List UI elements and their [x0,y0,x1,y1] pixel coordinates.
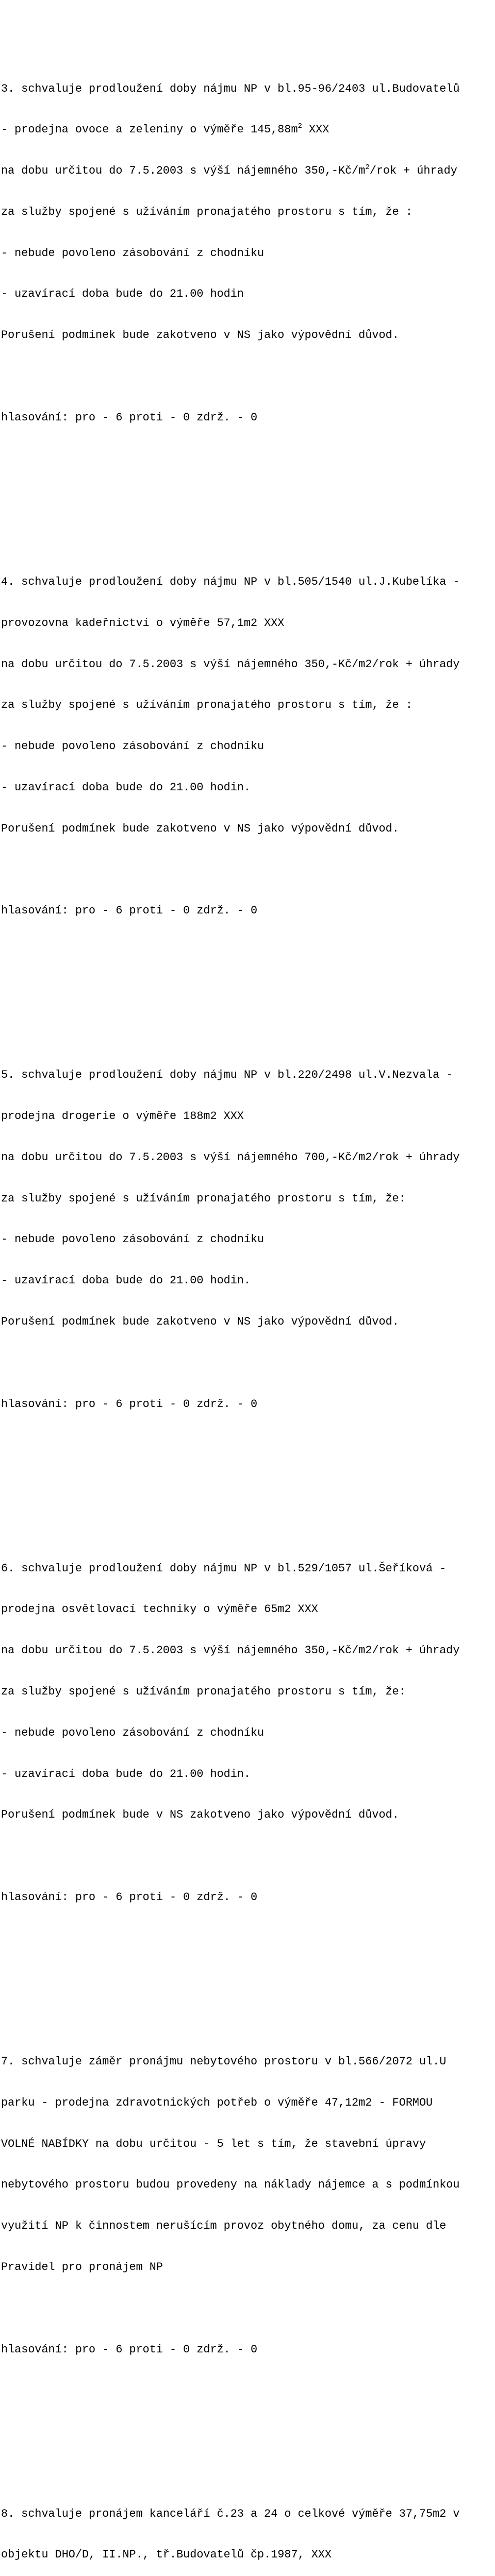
paragraph-gap [1,2384,495,2398]
item-6-line-4: za služby spojené s užíváním pronajatého prostoru s tím, že: [1,1685,406,1699]
item-3-line-6: - uzavírací doba bude do 21.00 hodin [1,287,244,301]
item-6-vote-result: hlasování: pro - 6 proti - 0 zdrž. - 0 [1,1890,258,1904]
item-4-line-3: na dobu určitou do 7.5.2003 s výší nájemného 350,-Kč/m2/rok + úhrady [1,657,460,671]
item-4-line-4: za služby spojené s užíváním pronajatého prostoru s tím, že : [1,699,412,712]
item-3-line-7: Porušení podmínek bude zakotveno v NS jako výpovědní důvod. [1,329,399,342]
paragraph-gap [1,1438,495,1452]
item-4-line-6: - uzavírací doba bude do 21.00 hodin. [1,781,251,794]
item-5-line-6: - uzavírací doba bude do 21.00 hodin. [1,1274,251,1287]
resolution-item-5 [1,1041,495,1480]
item-7-line-5: využití NP k činnostem nerušícím provoz obytného domu, za cenu dle [1,2219,447,2233]
resolution-item-7 [1,2028,495,2425]
item-5-line-3: na dobu určitou do 7.5.2003 s výší nájemného 700,-Kč/m2/rok + úhrady [1,1150,460,1164]
paragraph-gap [1,452,495,466]
item-5-line-5: - nebude povoleno zásobování z chodníku [1,1233,265,1246]
item-3-line-3: na dobu určitou do 7.5.2003 s výší nájemného $350,-Kč/m^2$/rok + úhrady [1,163,457,178]
item-5-line-1: 5. schvaluje prodloužení doby nájmu NP v bl.220/2498 ul.V.Nezvala - [1,1069,453,1082]
item-4-line-7: Porušení podmínek bude zakotveno v NS jako výpovědní důvod. [1,822,399,835]
item-8-line-2: objektu DHO/D, II.NP., tř.Budovatelů čp.1987, XXX [1,2548,332,2562]
item-6-line-7: Porušení podmínek bude v NS zakotveno jako výpovědní důvod. [1,1808,399,1822]
paragraph-gap [1,1932,495,1946]
item-6-line-6: - uzavírací doba bude do 21.00 hodin. [1,1767,251,1781]
paragraph-gap [1,945,495,959]
item-8-line-1: 8. schvaluje pronájem kanceláří č.23 a 24 o celkové výměře 37,75m2 v [1,2507,460,2520]
paragraph-gap [1,370,495,384]
item-6-line-2: prodejna osvětlovací techniky o výměře 65m2 XXX [1,1603,318,1616]
item-3-vote-result: hlasování: pro - 6 proti - 0 zdrž. - 0 [1,411,258,424]
item-3-line-2: - prodejna ovoce a zeleniny o výměře $145,88m^2$ XXX [1,122,329,137]
item-7-line-1: 7. schvaluje záměr pronájmu nebytového prostoru v bl.566/2072 ul.U [1,2055,447,2069]
resolution-item-8 [1,2480,495,2576]
item-5-vote-result: hlasování: pro - 6 proti - 0 zdrž. - 0 [1,1397,258,1411]
resolution-item-6 [1,1535,495,1973]
paragraph-gap [1,863,495,877]
item-4-vote-result: hlasování: pro - 6 proti - 0 zdrž. - 0 [1,904,258,918]
item-7-line-6: Pravidel pro pronájem NP [1,2260,163,2274]
item-4-line-1: 4. schvaluje prodloužení doby nájmu NP v bl.505/1540 ul.J.Kubelíka - [1,575,460,588]
item-6-line-3: na dobu určitou do 7.5.2003 s výší nájemného 350,-Kč/m2/rok + úhrady [1,1644,460,1657]
resolution-item-4 [1,548,495,987]
item-3-line-5: - nebude povoleno zásobování z chodníku [1,246,265,260]
item-5-line-7: Porušení podmínek bude zakotveno v NS jako výpovědní důvod. [1,1315,399,1328]
paragraph-gap [1,1850,495,1863]
paragraph-gap [1,1357,495,1370]
item-3-line-4: za služby spojené s užíváním pronajatého prostoru s tím, že : [1,205,412,218]
item-4-line-2: provozovna kadeřnictví o výměře 57,1m2 XXX [1,616,285,630]
item-4-line-5: - nebude povoleno zásobování z chodníku [1,740,265,753]
item-7-line-3: VOLNÉ NABÍDKY na dobu určitou - 5 let s tím, že stavební úpravy [1,2137,426,2150]
item-5-line-4: za služby spojené s užíváním pronajatého prostoru s tím, že: [1,1192,406,1205]
item-7-line-2: parku - prodejna zdravotnických potřeb o výměře 47,12m2 - FORMOU [1,2096,433,2109]
item-3-line-1: 3. schvaluje prodloužení doby nájmu NP v bl.95-96/2403 ul.Budovatelů [1,82,460,95]
item-6-line-1: 6. schvaluje prodloužení doby nájmu NP v bl.529/1057 ul.Šeříková - [1,1562,447,1575]
resolution-document [1,0,495,2576]
item-6-line-5: - nebude povoleno zásobování z chodníku [1,1726,265,1739]
resolution-item-3 [1,55,495,493]
item-7-line-4: nebytového prostoru budou provedeny na náklady nájemce a s podmínkou [1,2178,460,2192]
item-5-line-2: prodejna drogerie o výměře 188m2 XXX [1,1110,244,1123]
paragraph-gap [1,2302,495,2316]
item-7-vote-result: hlasování: pro - 6 proti - 0 zdrž. - 0 [1,2343,258,2356]
